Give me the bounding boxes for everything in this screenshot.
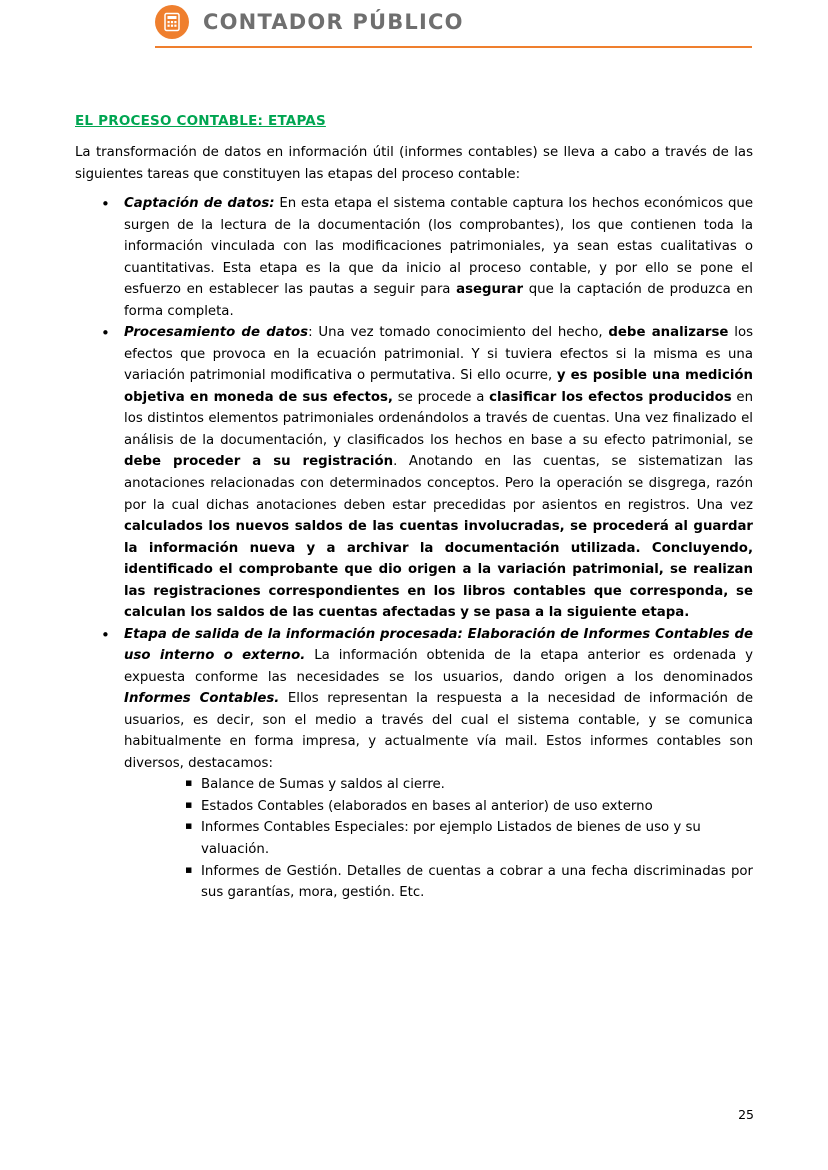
header-divider <box>155 46 752 48</box>
bullet-emphasis: asegurar <box>456 282 524 298</box>
list-item <box>75 322 753 623</box>
bullet-emphasis: debe proceder a su registración <box>124 454 394 470</box>
bullet-lead: Etapa de salida de la información procesada: Elaboración de Informes Contables de uso interno o externo. <box>124 626 753 664</box>
bullet-text: La información obtenida de la etapa anterior es ordenada y expuesta conforme las necesidades se los usuarios, dando origen a los denominados <box>124 648 753 685</box>
document-body <box>75 113 753 904</box>
bullet-text: : Una vez tomado conocimiento del hecho, <box>308 325 609 341</box>
page-header <box>0 0 828 56</box>
header-brand <box>155 0 755 44</box>
informes-sublist <box>75 774 753 903</box>
bullet-emphasis: y es posible una medición objetiva en moneda de sus efectos, <box>124 368 754 405</box>
list-item: ▪ Estados Contables (elaborados en bases al anterior) de uso externo <box>75 796 753 818</box>
bullet-text-cont: Ellos representan la respuesta a la necesidad de información de usuarios, es decir, son el medio a través del cual el sistema contable, y se comunica habitualmente en forma impresa, y actualmente vía mail. Estos informes contables son diversos, destacamos: <box>124 691 753 771</box>
bullet-text: En esta etapa el sistema contable captura los hechos económicos que surgen de la lectura de la documentación (los comprobantes), los que contienen toda la información vinculada con las modificaciones patrimoniales, ya sean estas cualitativas o cuantitativas. Esta etapa es la que da inicio al proceso contable, y por ello se pone el esfuerzo en establecer las pautas a seguir para <box>124 196 753 298</box>
bullet-text-cont: . Anotando en las cuentas, se sistematizan las anotaciones relacionadas con determinados conceptos. Pero la operación se disgrega, razón por la cual dichas anotaciones deben estar precedidas por asientos en registros. Una vez <box>124 454 753 513</box>
list-item: ▪ Balance de Sumas y saldos al cierre. <box>75 774 753 796</box>
list-item: ▪ Informes de Gestión. Detalles de cuentas a cobrar a una fecha discriminadas por sus garantías, mora, gestión. Etc. <box>75 861 753 904</box>
list-item <box>75 193 753 322</box>
page-title: EL PROCESO CONTABLE: ETAPAS <box>75 113 326 129</box>
bullet-lead: Procesamiento de datos <box>124 325 309 341</box>
bullet-emphasis: debe analizarse <box>608 325 729 341</box>
calculator-icon <box>155 5 189 39</box>
bullet-text-cont: en los distintos elementos patrimoniales ordenándolos a través de cuentas. Una vez finalizado el análisis de la documentación, y clasificados los hechos en base a su efecto patrimonial, se <box>124 389 753 448</box>
bullet-emphasis: clasificar los efectos producidos <box>489 389 732 405</box>
bullet-emphasis: Informes Contables. <box>124 691 280 707</box>
bullet-lead: Captación de datos: <box>124 196 275 212</box>
intro-paragraph: La transformación de datos en información útil (informes contables) se lleva a cabo a través de las siguientes tareas que constituyen las etapas del proceso contable: <box>75 145 753 182</box>
bullet-emphasis: calculados los nuevos saldos de las cuentas involucradas, se procederá al guardar la información nueva y a archivar la documentación utilizada. Concluyendo, identificado el comprobante que dio origen a la variación patrimonial, se realizan las registraciones correspondientes en los libros contables que corresponda, se calculan los saldos de las cuentas afectadas y se pasa a la siguiente etapa. <box>124 519 753 621</box>
list-item <box>75 624 753 775</box>
etapas-list <box>75 193 753 774</box>
page-number: 25 <box>738 1107 754 1122</box>
bullet-text-cont: que la captación de produzca en forma completa. <box>124 282 753 319</box>
bullet-text-cont: los efectos que provoca en la ecuación patrimonial. Y si tuviera efectos si la misma es una variación patrimonial modificativa o permutativa. Si ello ocurre, <box>124 325 754 384</box>
header-title: CONTADOR PÚBLICO <box>203 10 464 34</box>
list-item: ▪ Informes Contables Especiales: por ejemplo Listados de bienes de uso y su valuación. <box>75 817 753 860</box>
bullet-text-cont: se procede a <box>392 389 490 405</box>
